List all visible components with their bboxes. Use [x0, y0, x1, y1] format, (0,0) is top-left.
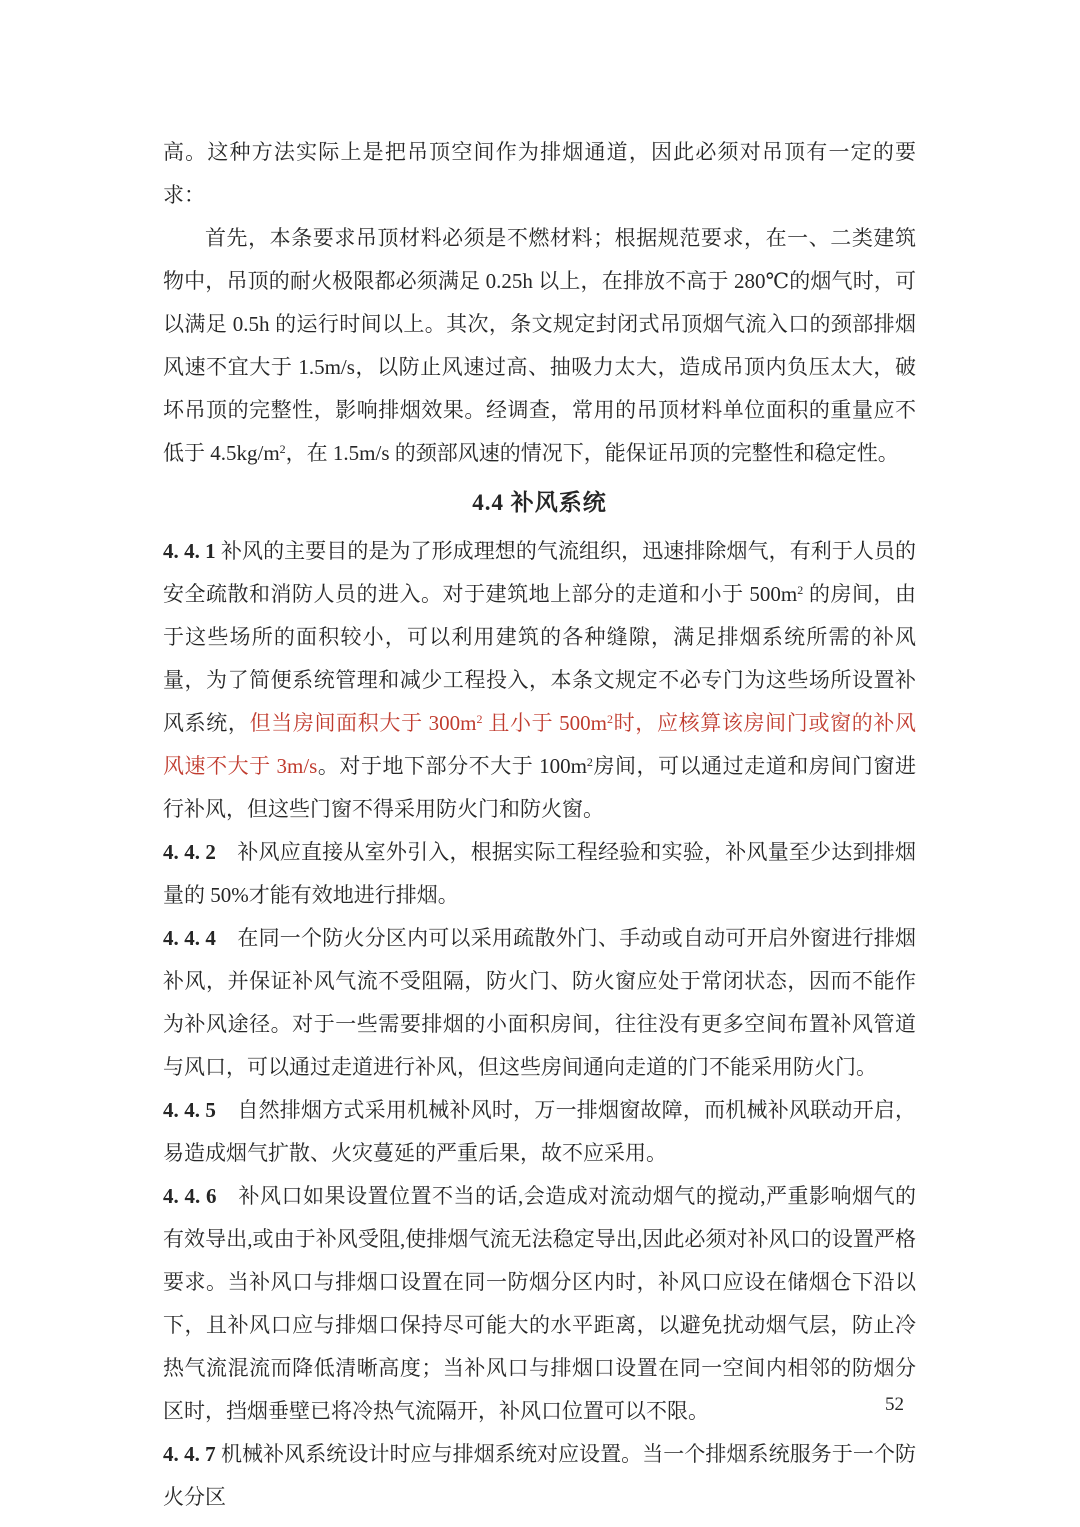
- text-segment: 在同一个防火分区内可以采用疏散外门、手动或自动可开启外窗进行排烟补风，并保证补风气流不受阻隔，防火门、防火窗应处于常闭状态，因而不能作为补风途径。对于一些需要排烟的小面积房间，往往没有更多空间布置补风管道与风口，可以通过走道进行补风，但这些房间通向走道的门不能采用防火门。: [163, 926, 917, 1079]
- text-segment: ，在 1.5m/s 的颈部风速的情况下，能保证吊顶的完整性和稳定性。: [285, 441, 899, 465]
- clause-number: 4. 4. 2: [163, 840, 216, 864]
- clause-number: 4. 4. 1: [163, 539, 216, 563]
- text-segment: 补风应直接从室外引入，根据实际工程经验和实验，补风量至少达到排烟量的 50%才能有效地进行排烟。: [163, 840, 917, 907]
- text-segment: 补风口如果设置位置不当的话,会造成对流动烟气的搅动,严重影响烟气的有效导出,或由于补风受阻,使排烟气流无法稳定导出,因此必须对补风口的设置严格要求。当补风口与排烟口设置在同一防烟分区内时，补风口应设在储烟仓下沿以下，且补风口应与排烟口保持尽可能大的水平距离，以避免扰动烟气层，防止冷热气流混流而降低清晰高度；当补风口与排烟口设置在同一空间内相邻的防烟分区时，挡烟垂壁已将冷热气流隔开，补风口位置可以不限。: [163, 1184, 916, 1423]
- text-segment: 2: [586, 755, 593, 769]
- clause-number: 4. 4. 4: [163, 926, 216, 950]
- ceiling-requirements-paragraph: [163, 217, 916, 475]
- clause-4-4-5: [163, 1089, 916, 1175]
- intro-continuation-paragraph: [163, 131, 916, 217]
- highlighted-text: 且小于 500m: [482, 711, 608, 735]
- document-body: [163, 131, 916, 1519]
- text-segment: 的房间，由于这些场所的面积较小，可以利用建筑的各种缝隙，满足排烟系统所需的补风量，为了简便系统管理和减少工程投入，本条文规定不必专门为这些场所设置补风系统，: [163, 582, 916, 735]
- page-number: 52: [885, 1394, 904, 1415]
- text-segment: 高。这种方法实际上是把吊顶空间作为排烟通道，因此必须对吊顶有一定的要求：: [163, 140, 916, 207]
- text-segment: 首先，本条要求吊顶材料必须是不燃材料；根据规范要求，在一、二类建筑物中，吊顶的耐火极限都必须满足 0.25h 以上，在排放不高于 280℃的烟气时，可以满足 0.5h 的运行时间以上。其次，条文规定封闭式吊顶烟气流入口的颈部排烟风速不宜大于 1.5m/s，以防止风速过高、抽吸力太大，造成吊顶内负压太大，破坏吊顶的完整性，影响排烟效果。经调查，常用的吊顶材料单位面积的重量应不低于 4.5kg/m: [163, 226, 916, 465]
- clause-4-4-7: [163, 1433, 916, 1519]
- highlighted-text: 2: [607, 712, 614, 726]
- text-segment: 2: [797, 583, 804, 597]
- section-heading: [163, 481, 916, 524]
- text-segment: 4.4 补风系统: [472, 490, 607, 515]
- clause-4-4-6: [163, 1175, 916, 1433]
- text-segment: 。对于地下部分不大于 100m: [317, 754, 587, 778]
- text-segment: 房间，可以通过走道和房间门窗进行补风，但这些门窗不得采用防火门和防火窗。: [163, 754, 917, 821]
- highlighted-text: 2: [476, 712, 483, 726]
- text-segment: 机械补风系统设计时应与排烟系统对应设置。当一个排烟系统服务于一个防火分区: [163, 1442, 917, 1509]
- clause-4-4-1: [163, 530, 916, 831]
- highlighted-text: 时，应核算该房间门或窗的补风风速不大于 3m/s: [163, 711, 917, 778]
- clause-4-4-4: [163, 917, 916, 1089]
- clause-number: 4. 4. 5: [163, 1098, 216, 1122]
- clause-number: 4. 4. 7: [163, 1442, 216, 1466]
- highlighted-text: 但当房间面积大于 300m: [249, 711, 477, 735]
- text-segment: 补风的主要目的是为了形成理想的气流组织，迅速排除烟气，有利于人员的安全疏散和消防人员的进入。对于建筑地上部分的走道和小于 500m: [163, 539, 917, 606]
- clause-number: 4. 4. 6: [163, 1184, 217, 1208]
- text-segment: 2: [279, 442, 286, 456]
- text-segment: 自然排烟方式采用机械补风时，万一排烟窗故障，而机械补风联动开启，易造成烟气扩散、火灾蔓延的严重后果，故不应采用。: [163, 1098, 917, 1165]
- clause-4-4-2: [163, 831, 916, 917]
